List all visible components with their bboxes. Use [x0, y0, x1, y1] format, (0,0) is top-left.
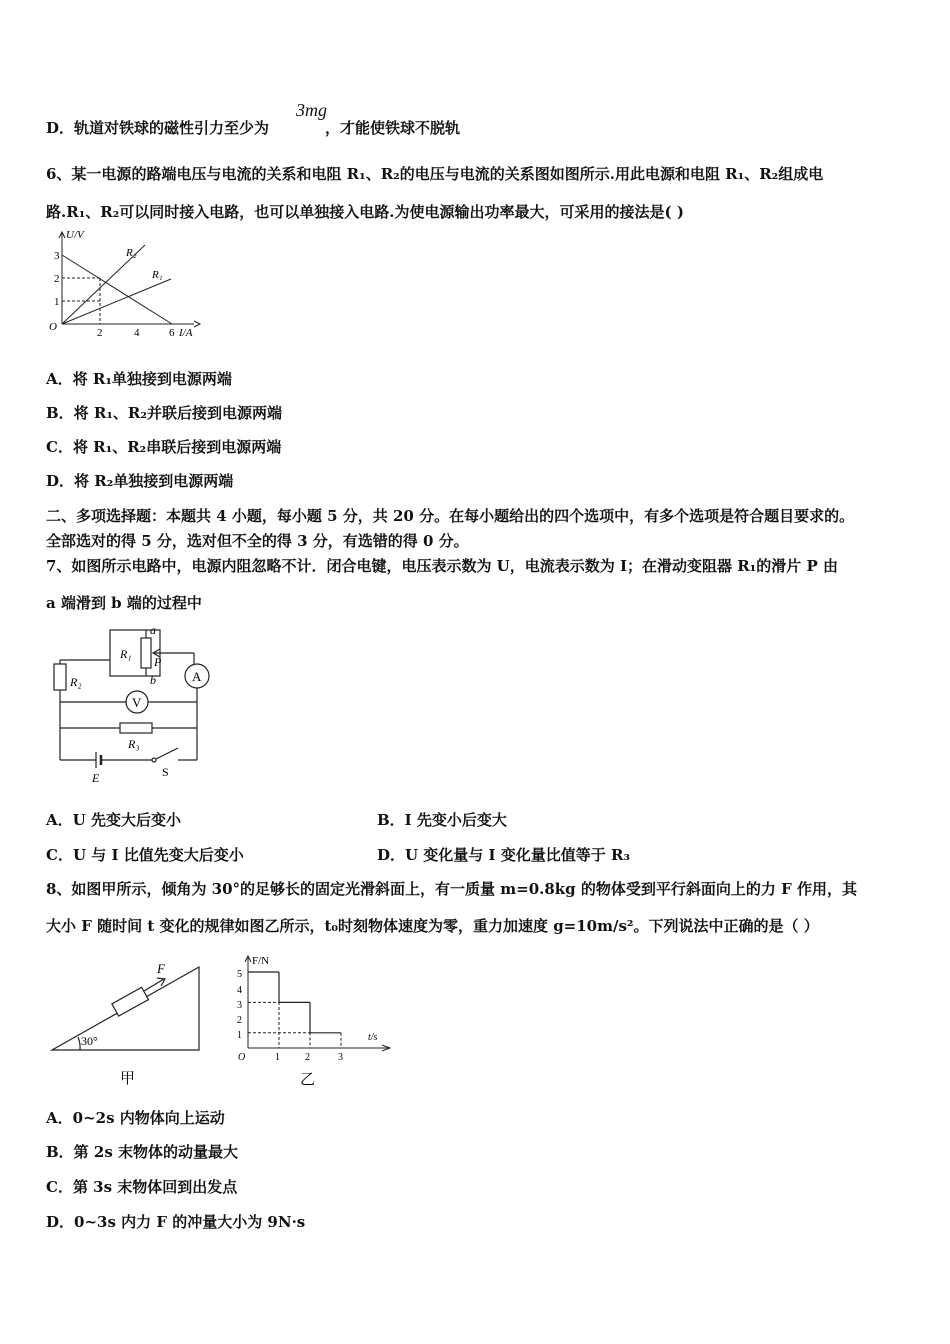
q7-label-r3: R₃ [128, 737, 140, 751]
q7-stem-line1: 7、如图所示电路中，电源内阻忽略不计．闭合电键，电压表示数为 U，电流表示数为 I；在滑动变阻器 R₁的滑片 P 由 [46, 557, 838, 575]
q8-incline-angle: 30° [81, 1034, 98, 1048]
q6-graph-xtick: 6 [169, 327, 175, 339]
q8-figure-caption-jia: 甲 [120, 1071, 136, 1087]
q6-graph-ytick: 3 [54, 250, 60, 262]
q8-graph-xtick: 1 [275, 1052, 280, 1063]
q6-graph-xtick: 2 [97, 327, 103, 339]
q6-graph-xtick: 4 [134, 327, 140, 339]
q5-option-d [46, 117, 460, 138]
q6-graph-label-r1: R₁ [152, 269, 163, 281]
q6-stem-line2: 路.R₁、R₂可以同时接入电路，也可以单独接入电路.为使电源输出功率最大，可采用的接法是( ) [46, 203, 684, 221]
q8-stem-line2: 大小 F 随时间 t 变化的规律如图乙所示，t₀时刻物体速度为零，重力加速度 g=10m/s²。下列说法中正确的是（ ） [46, 917, 819, 935]
q8-option-b: B．第 2s 末物体的动量最大 [46, 1143, 239, 1161]
q6-option-a: A．将 R₁单独接到电源两端 [46, 370, 232, 388]
q6-graph-label-r2: R₂ [126, 247, 137, 259]
q8-graph-xtick: 3 [338, 1052, 343, 1063]
q8-incline-force: F [157, 961, 165, 976]
q7-circuit-diagram [44, 620, 224, 790]
q7-option-b: B．I 先变小后变大 [377, 811, 507, 829]
q7-label-e: E [92, 771, 100, 785]
q8-graph-ytick: 2 [237, 1015, 242, 1026]
force-steps [248, 972, 341, 1048]
q7-label-r2: R₂ [70, 675, 82, 689]
q8-graph-xlabel: t/s [368, 1032, 378, 1043]
q7-label-a: a [150, 623, 156, 637]
section2-heading-line1: 二、多项选择题：本题共 4 小题，每小题 5 分，共 20 分。在每小题给出的四个选项中，有多个选项是符合题目要求的。 [46, 507, 855, 525]
q8-graph-ytick: 5 [237, 969, 242, 980]
q7-option-d: D．U 变化量与 I 变化量比值等于 R₃ [377, 846, 631, 864]
q6-graph-origin: O [49, 321, 57, 333]
q8-option-d: D．0~3s 内力 F 的冲量大小为 9N·s [46, 1213, 306, 1231]
q7-label-p: P [154, 655, 162, 669]
q7-label-ammeter: A [192, 669, 202, 684]
q6-graph-ylabel: U/V [66, 229, 84, 241]
q7-label-voltmeter: V [132, 695, 142, 710]
q6-ui-graph [44, 226, 204, 342]
q8-stem-line1: 8、如图甲所示，倾角为 30°的足够长的固定光滑斜面上，有一质量 m=0.8kg 的物体受到平行斜面向上的力 F 作用，其 [46, 880, 857, 898]
q8-graph-ytick: 3 [237, 1000, 242, 1011]
q8-option-a: A．0~2s 内物体向上运动 [46, 1109, 225, 1127]
q7-label-s: S [162, 765, 169, 779]
q8-option-c: C．第 3s 末物体回到出发点 [46, 1178, 238, 1196]
q8-graph-xtick: 2 [305, 1052, 310, 1063]
q5-math-3mg: 3mg [296, 100, 327, 120]
q6-graph-xlabel: I/A [179, 327, 193, 339]
q7-option-a: A．U 先变大后变小 [46, 811, 181, 829]
q5-option-d-pre: D．轨道对铁球的磁性引力至少为 [46, 119, 270, 137]
q7-stem-line2: a 端滑到 b 端的过程中 [46, 594, 202, 612]
q8-graph-ytick: 1 [237, 1030, 242, 1041]
q6-option-d: D．将 R₂单独接到电源两端 [46, 472, 234, 490]
q8-graph-ylabel: F/N [252, 955, 270, 967]
q8-force-time-graph [228, 950, 408, 1090]
q6-stem-line1: 6、某一电源的路端电压与电流的关系和电阻 R₁、R₂的电压与电流的关系图如图所示.用此电源和电阻 R₁、R₂组成电 [46, 165, 824, 183]
q6-option-c: C．将 R₁、R₂串联后接到电源两端 [46, 438, 282, 456]
q7-option-c: C．U 与 I 比值先变大后变小 [46, 846, 244, 864]
q7-label-b: b [150, 673, 156, 687]
q7-label-r1: R₁ [120, 647, 132, 661]
q8-figure-caption-yi: 乙 [300, 1072, 316, 1088]
q8-graph-origin: O [238, 1052, 246, 1063]
q6-option-b: B．将 R₁、R₂并联后接到电源两端 [46, 404, 282, 422]
section2-heading-line2: 全部选对的得 5 分，选对但不全的得 3 分，有选错的得 0 分。 [46, 532, 469, 550]
q8-graph-ytick: 4 [237, 985, 242, 996]
q6-graph-ytick: 1 [54, 296, 60, 308]
q6-graph-ytick: 2 [54, 273, 60, 285]
q5-option-d-post: ，才能使铁球不脱轨 [325, 119, 461, 137]
q8-incline-figure [44, 955, 214, 1090]
